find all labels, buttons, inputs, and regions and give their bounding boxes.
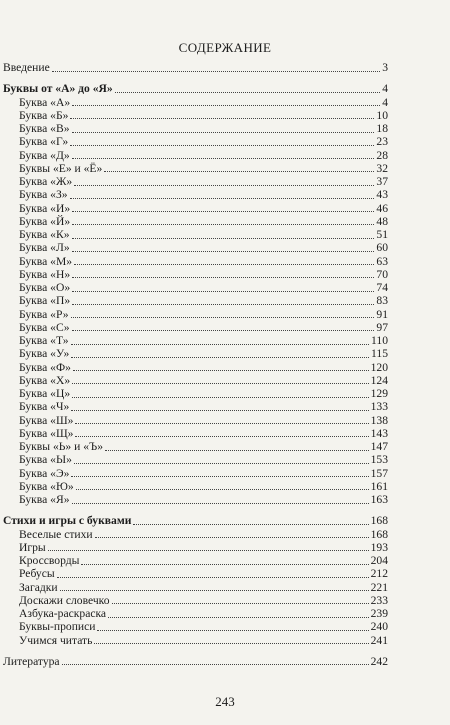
toc-entry-label: Буква «Д» <box>19 148 70 162</box>
toc-entry-label: Азбука-раскраска <box>19 607 107 620</box>
toc-entry-page: 51 <box>376 228 388 241</box>
dot-leader <box>74 176 374 186</box>
dot-leader <box>97 621 368 631</box>
toc-entry-label: Буква «Э» <box>19 466 70 480</box>
page-title: СОДЕРЖАНИЕ <box>178 40 272 55</box>
toc-entry-page: 233 <box>370 593 388 607</box>
dot-leader <box>70 189 375 199</box>
toc-entry <box>3 514 388 527</box>
dot-leader <box>72 494 369 504</box>
toc-entry-label: Буква «К» <box>19 228 70 241</box>
dot-leader <box>70 109 374 119</box>
dot-leader <box>75 414 368 424</box>
dot-leader <box>94 634 368 644</box>
toc-entry-page: 153 <box>370 453 388 467</box>
toc-entry-label: Учимся читать <box>19 633 93 647</box>
toc-entry-page: 3 <box>382 61 388 74</box>
toc-entry-label: Буква «Х» <box>19 373 71 387</box>
toc-entry-label: Буква «А» <box>19 95 71 109</box>
toc-entry-label: Буква «З» <box>19 188 68 202</box>
toc-entry-page: 4 <box>382 95 388 109</box>
toc-entry <box>3 480 388 493</box>
toc-entry-page: 23 <box>376 135 388 149</box>
toc-entry-page: 10 <box>376 108 388 122</box>
dot-leader <box>115 83 381 93</box>
toc-entry-page: 124 <box>370 373 388 387</box>
toc-entry-label: Доскажи словечко <box>19 593 110 607</box>
toc-entry-page: 91 <box>376 307 388 321</box>
toc-entry <box>3 82 388 95</box>
toc-entry-label: Буквы «Ь» и «Ъ» <box>19 440 103 453</box>
toc-entry <box>3 620 388 633</box>
toc-entry <box>3 607 388 620</box>
toc-entry-label: Буквы от «А» до «Я» <box>3 82 113 96</box>
toc-entry <box>3 96 388 109</box>
toc-entry-page: 163 <box>370 493 388 506</box>
dot-leader <box>48 541 369 551</box>
dot-leader <box>74 255 374 265</box>
toc-entry-page: 63 <box>376 254 388 268</box>
toc-entry-label: Буквы-прописи <box>19 620 96 634</box>
dot-leader <box>73 361 369 371</box>
toc-entry-page: 60 <box>376 241 388 255</box>
toc-entry-label: Буква «Н» <box>19 267 71 281</box>
toc-entry-page: 221 <box>370 580 388 594</box>
dot-leader <box>72 149 375 159</box>
toc-entry-page: 37 <box>376 175 388 188</box>
toc-entry <box>3 361 388 374</box>
toc-entry-page: 168 <box>370 527 388 541</box>
dot-leader <box>71 348 369 358</box>
dot-leader <box>52 62 380 72</box>
toc-entry-page: 129 <box>370 387 388 400</box>
toc-entry-label: Буква «Ж» <box>19 175 73 188</box>
toc-entry <box>3 175 388 188</box>
dot-leader <box>71 308 375 318</box>
toc-entry-page: 242 <box>370 654 388 668</box>
toc-entry <box>3 334 388 347</box>
toc-entry-label: Загадки <box>19 580 58 594</box>
toc-entry-label: Буква «Ф» <box>19 360 71 374</box>
toc-entry-page: 239 <box>370 607 388 620</box>
toc-entry <box>3 188 388 201</box>
dot-leader <box>72 215 374 225</box>
dot-leader <box>71 401 368 411</box>
toc-entry <box>3 109 388 122</box>
toc-entry <box>3 308 388 321</box>
toc-entry <box>3 387 388 400</box>
toc-entry-label: Буква «Й» <box>19 214 71 228</box>
dot-leader <box>72 295 374 305</box>
toc-entry-label: Буква «М» <box>19 254 73 268</box>
toc-entry-page: 18 <box>376 122 388 135</box>
toc-entry-label: Буква «Щ» <box>19 426 74 440</box>
toc-entry-label: Буква «Т» <box>19 334 69 347</box>
toc-entry-label: Буква «Ч» <box>19 400 70 414</box>
toc-entry-page: 204 <box>370 554 388 567</box>
toc-entry <box>3 202 388 215</box>
toc-entry-page: 193 <box>370 540 388 554</box>
toc-entry-page: 138 <box>370 413 388 427</box>
toc-entry <box>3 241 388 254</box>
dot-leader <box>72 282 374 292</box>
dot-leader <box>104 162 374 172</box>
dot-leader <box>72 202 374 212</box>
toc-entry-page: 32 <box>376 161 388 175</box>
toc-entry-label: Буквы «Е» и «Ё» <box>19 161 103 175</box>
toc-entry-label: Буква «Г» <box>19 135 69 149</box>
dot-leader <box>72 388 368 398</box>
toc-entry <box>3 440 388 453</box>
toc-entry-page: 143 <box>370 426 388 440</box>
dot-leader <box>72 374 368 384</box>
toc-entry <box>3 655 388 668</box>
dot-leader <box>60 581 369 591</box>
toc-entry-label: Буква «Л» <box>19 241 70 255</box>
toc-entry-label: Ребусы <box>19 567 55 581</box>
dot-leader <box>62 655 369 665</box>
toc-entry <box>3 61 388 74</box>
dot-leader <box>72 321 375 331</box>
toc-entry-page: 161 <box>370 479 388 493</box>
toc-entry-page: 4 <box>382 82 388 96</box>
dot-leader <box>72 96 380 106</box>
toc-entry <box>3 581 388 594</box>
toc-entry <box>3 453 388 466</box>
toc-entry <box>3 554 388 567</box>
toc-entry-page: 157 <box>370 466 388 480</box>
toc-entry <box>3 493 388 506</box>
toc-entry <box>3 594 388 607</box>
toc-entry-label: Буква «Б» <box>19 108 69 122</box>
toc-entry-label: Буква «Ц» <box>19 387 71 400</box>
toc-entry-page: 46 <box>376 201 388 215</box>
toc-entry-label: Литература <box>3 654 60 668</box>
toc-entry <box>3 374 388 387</box>
toc-entry <box>3 567 388 580</box>
toc-entry-label: Буква «В» <box>19 122 70 135</box>
toc-entry-label: Веселые стихи <box>19 527 93 541</box>
toc-entry <box>3 228 388 241</box>
table-of-contents <box>3 61 388 668</box>
toc-entry-page: 120 <box>370 360 388 374</box>
toc-entry-label: Буква «С» <box>19 320 70 334</box>
toc-entry-page: 212 <box>370 567 388 581</box>
toc-entry-page: 28 <box>376 148 388 162</box>
toc-entry <box>3 294 388 307</box>
toc-entry <box>3 528 388 541</box>
dot-leader <box>74 454 369 464</box>
toc-entry <box>3 541 388 554</box>
dot-leader <box>112 594 369 604</box>
toc-entry <box>3 347 388 360</box>
dot-leader <box>71 335 369 345</box>
toc-entry-label: Буква «Ы» <box>19 453 72 467</box>
toc-entry-label: Буква «И» <box>19 201 71 215</box>
page-number: 243 <box>215 694 235 709</box>
toc-entry <box>3 414 388 427</box>
toc-entry <box>3 281 388 294</box>
dot-leader <box>95 528 369 538</box>
dot-leader <box>57 568 369 578</box>
toc-entry <box>3 135 388 148</box>
dot-leader <box>72 229 375 239</box>
dot-leader <box>75 427 368 437</box>
toc-entry <box>3 634 388 647</box>
toc-entry-page: 240 <box>370 620 388 634</box>
toc-entry-page: 110 <box>371 334 388 347</box>
toc-entry-page: 168 <box>370 514 388 528</box>
toc-entry-page: 43 <box>376 188 388 202</box>
toc-entry-label: Буква «У» <box>19 347 70 361</box>
dot-leader <box>70 136 374 146</box>
dot-leader <box>71 467 368 477</box>
toc-entry-label: Буква «П» <box>19 294 71 308</box>
dot-leader <box>133 515 368 525</box>
toc-entry-label: Буква «Я» <box>19 493 70 506</box>
toc-entry-label: Буква «Ш» <box>19 413 74 427</box>
toc-entry-page: 70 <box>376 267 388 281</box>
toc-entry-page: 115 <box>371 347 388 361</box>
dot-leader <box>81 555 368 565</box>
dot-leader <box>72 268 374 278</box>
toc-entry <box>3 149 388 162</box>
toc-entry-page: 48 <box>376 214 388 228</box>
toc-entry-label: Буква «Р» <box>19 307 69 321</box>
dot-leader <box>108 608 369 618</box>
toc-entry-label: Игры <box>19 540 46 554</box>
toc-entry <box>3 400 388 413</box>
toc-entry-page: 83 <box>376 294 388 308</box>
toc-entry-page: 97 <box>376 320 388 334</box>
toc-entry <box>3 162 388 175</box>
toc-entry-page: 74 <box>376 281 388 294</box>
toc-entry-label: Введение <box>3 61 50 74</box>
toc-entry-label: Буква «О» <box>19 281 71 294</box>
toc-entry-page: 133 <box>370 400 388 414</box>
toc-entry-page: 241 <box>370 633 388 647</box>
toc-entry-label: Буква «Ю» <box>19 479 74 493</box>
toc-entry <box>3 215 388 228</box>
dot-leader <box>105 441 369 451</box>
dot-leader <box>72 123 375 133</box>
toc-entry <box>3 467 388 480</box>
toc-entry <box>3 427 388 440</box>
toc-entry <box>3 255 388 268</box>
toc-entry-label: Стихи и игры с буквами <box>3 514 132 528</box>
dot-leader <box>72 242 375 252</box>
toc-entry <box>3 321 388 334</box>
toc-entry-page: 147 <box>370 440 388 453</box>
toc-entry-label: Кроссворды <box>19 554 80 567</box>
toc-entry <box>3 268 388 281</box>
dot-leader <box>76 480 369 490</box>
toc-entry <box>3 122 388 135</box>
